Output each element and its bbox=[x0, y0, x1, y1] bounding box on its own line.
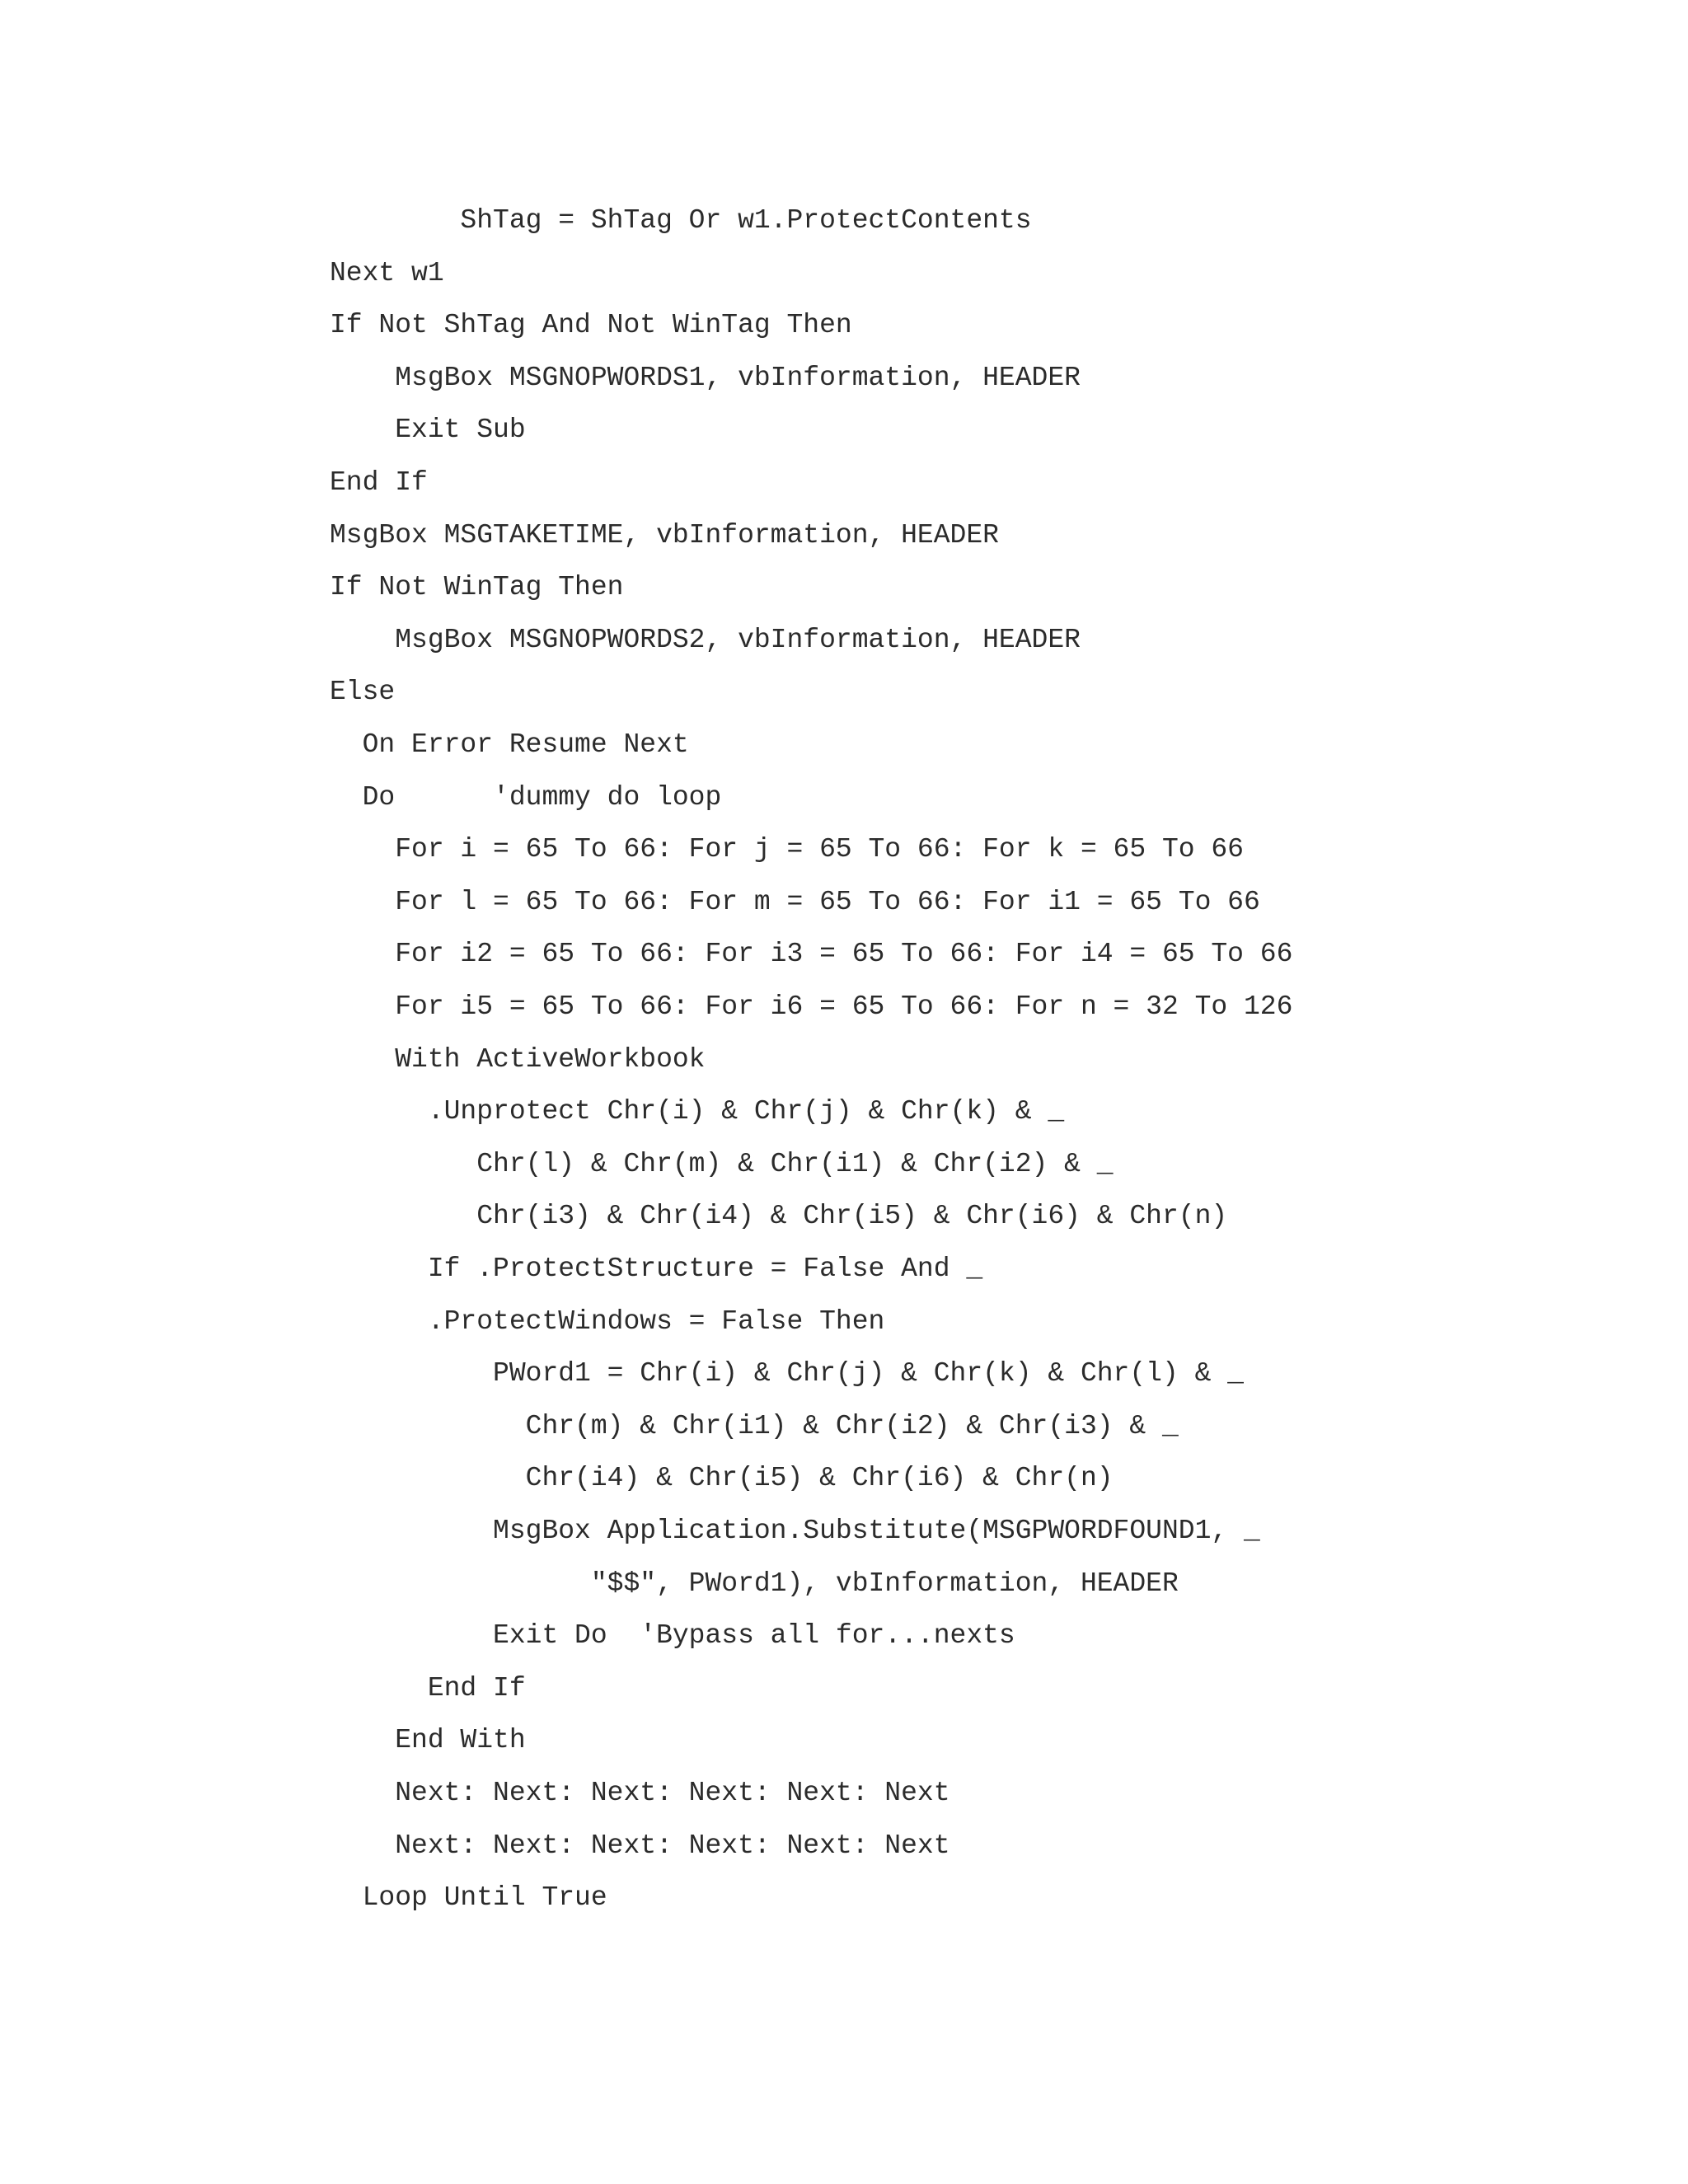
code-line: End With bbox=[330, 1725, 526, 1755]
code-line: With ActiveWorkbook bbox=[330, 1044, 706, 1075]
code-line: ShTag = ShTag Or w1.ProtectContents bbox=[330, 205, 1032, 236]
code-line: Do 'dummy do loop bbox=[330, 782, 722, 813]
code-line: MsgBox MSGTAKETIME, vbInformation, HEADER bbox=[330, 520, 999, 551]
code-line: .ProtectWindows = False Then bbox=[330, 1306, 885, 1337]
code-line: Next: Next: Next: Next: Next: Next bbox=[330, 1778, 950, 1808]
code-line: End If bbox=[330, 467, 428, 498]
code-line: Next: Next: Next: Next: Next: Next bbox=[330, 1830, 950, 1861]
code-line: Else bbox=[330, 677, 396, 707]
code-line: If .ProtectStructure = False And _ bbox=[330, 1254, 983, 1284]
code-line: On Error Resume Next bbox=[330, 729, 689, 760]
code-line: If Not WinTag Then bbox=[330, 572, 624, 602]
code-line: MsgBox MSGNOPWORDS1, vbInformation, HEADER bbox=[330, 363, 1081, 393]
code-line: If Not ShTag And Not WinTag Then bbox=[330, 310, 852, 340]
code-line: "$$", PWord1), vbInformation, HEADER bbox=[330, 1568, 1179, 1599]
code-line: Next w1 bbox=[330, 258, 444, 288]
code-line: PWord1 = Chr(i) & Chr(j) & Chr(k) & Chr(l) & _ bbox=[330, 1358, 1244, 1389]
code-line: MsgBox MSGNOPWORDS2, vbInformation, HEADER bbox=[330, 625, 1081, 655]
code-line: Chr(l) & Chr(m) & Chr(i1) & Chr(i2) & _ bbox=[330, 1149, 1114, 1179]
code-line: Exit Do 'Bypass all for...nexts bbox=[330, 1620, 1015, 1651]
code-line: Loop Until True bbox=[330, 1882, 607, 1913]
code-line: Chr(i4) & Chr(i5) & Chr(i6) & Chr(n) bbox=[330, 1463, 1114, 1493]
code-line: .Unprotect Chr(i) & Chr(j) & Chr(k) & _ bbox=[330, 1096, 1065, 1127]
code-line: End If bbox=[330, 1673, 526, 1704]
code-line: Chr(i3) & Chr(i4) & Chr(i5) & Chr(i6) & Chr(n) bbox=[330, 1201, 1228, 1231]
code-line: Chr(m) & Chr(i1) & Chr(i2) & Chr(i3) & _ bbox=[330, 1411, 1179, 1441]
code-line: Exit Sub bbox=[330, 415, 526, 445]
code-line: For i = 65 To 66: For j = 65 To 66: For k = 65 To 66 bbox=[330, 834, 1244, 865]
code-line: For l = 65 To 66: For m = 65 To 66: For i1 = 65 To 66 bbox=[330, 887, 1260, 917]
code-line: MsgBox Application.Substitute(MSGPWORDFOUND1, _ bbox=[330, 1516, 1260, 1546]
code-line: For i5 = 65 To 66: For i6 = 65 To 66: For n = 32 To 126 bbox=[330, 991, 1293, 1022]
code-line: For i2 = 65 To 66: For i3 = 65 To 66: For i4 = 65 To 66 bbox=[330, 939, 1293, 969]
